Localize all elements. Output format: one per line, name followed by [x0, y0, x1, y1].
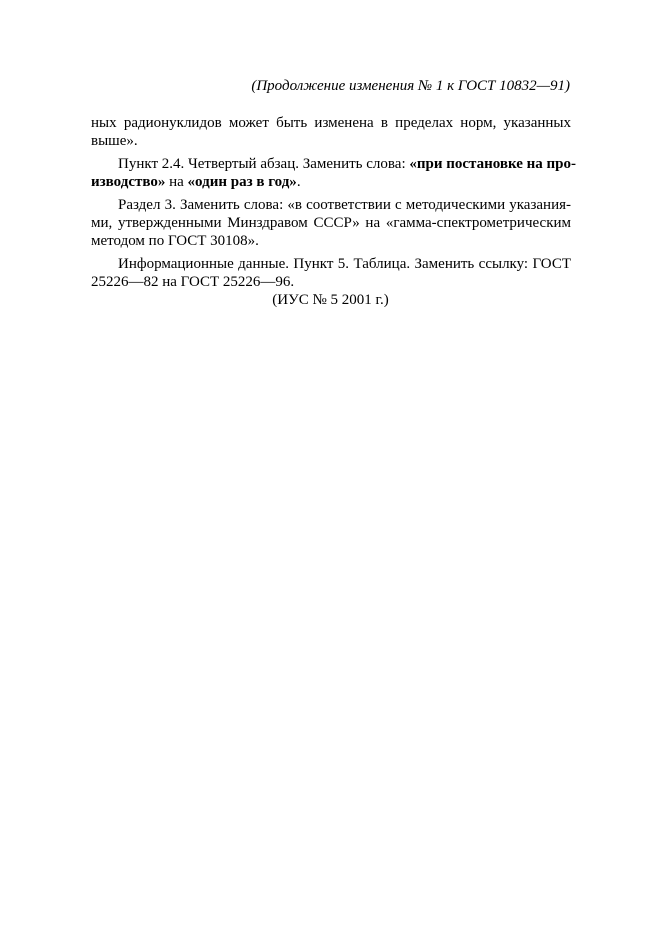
paragraph-2-text-na: на: [165, 174, 188, 190]
paragraph-2: [91, 155, 577, 191]
paragraph-2-quote-new: «один раз в год»: [187, 174, 297, 190]
paragraph-4-line-2: 25226—82 на ГОСТ 25226—96.: [91, 274, 295, 290]
paragraph-3-line-1: Раздел 3. Заменить слова: «в соответствии с методическими указания-: [118, 197, 571, 213]
paragraph-2-line-2: [91, 173, 571, 191]
paragraph-2-line-1: [91, 155, 577, 173]
document-body: [91, 114, 577, 291]
paragraph-3-line-2: ми, утвержденными Минздравом СССР» на «гамма-спектрометрическим: [91, 215, 571, 231]
paragraph-1-line-1: ных радионуклидов может быть изменена в пределах норм, указанных: [91, 115, 571, 131]
running-header: (Продолжение изменения № 1 к ГОСТ 10832—91): [251, 78, 570, 94]
paragraph-1: [91, 114, 571, 150]
paragraph-2-text-plain: Пункт 2.4. Четвертый абзац. Заменить слова:: [118, 156, 410, 172]
paragraph-3: [91, 196, 571, 250]
paragraph-2-quote-old-end: изводство»: [91, 174, 166, 190]
paragraph-4: [91, 255, 571, 291]
paragraph-1-line-2: выше».: [91, 133, 138, 149]
source-reference: (ИУС № 5 2001 г.): [272, 292, 389, 308]
paragraph-4-line-1: Информационные данные. Пункт 5. Таблица. Заменить ссылку: ГОСТ: [118, 256, 571, 272]
paragraph-2-quote-old-start: «при постановке на про-: [409, 156, 577, 172]
paragraph-3-line-3: методом по ГОСТ 30108».: [91, 233, 259, 249]
paragraph-2-period: .: [296, 174, 301, 190]
